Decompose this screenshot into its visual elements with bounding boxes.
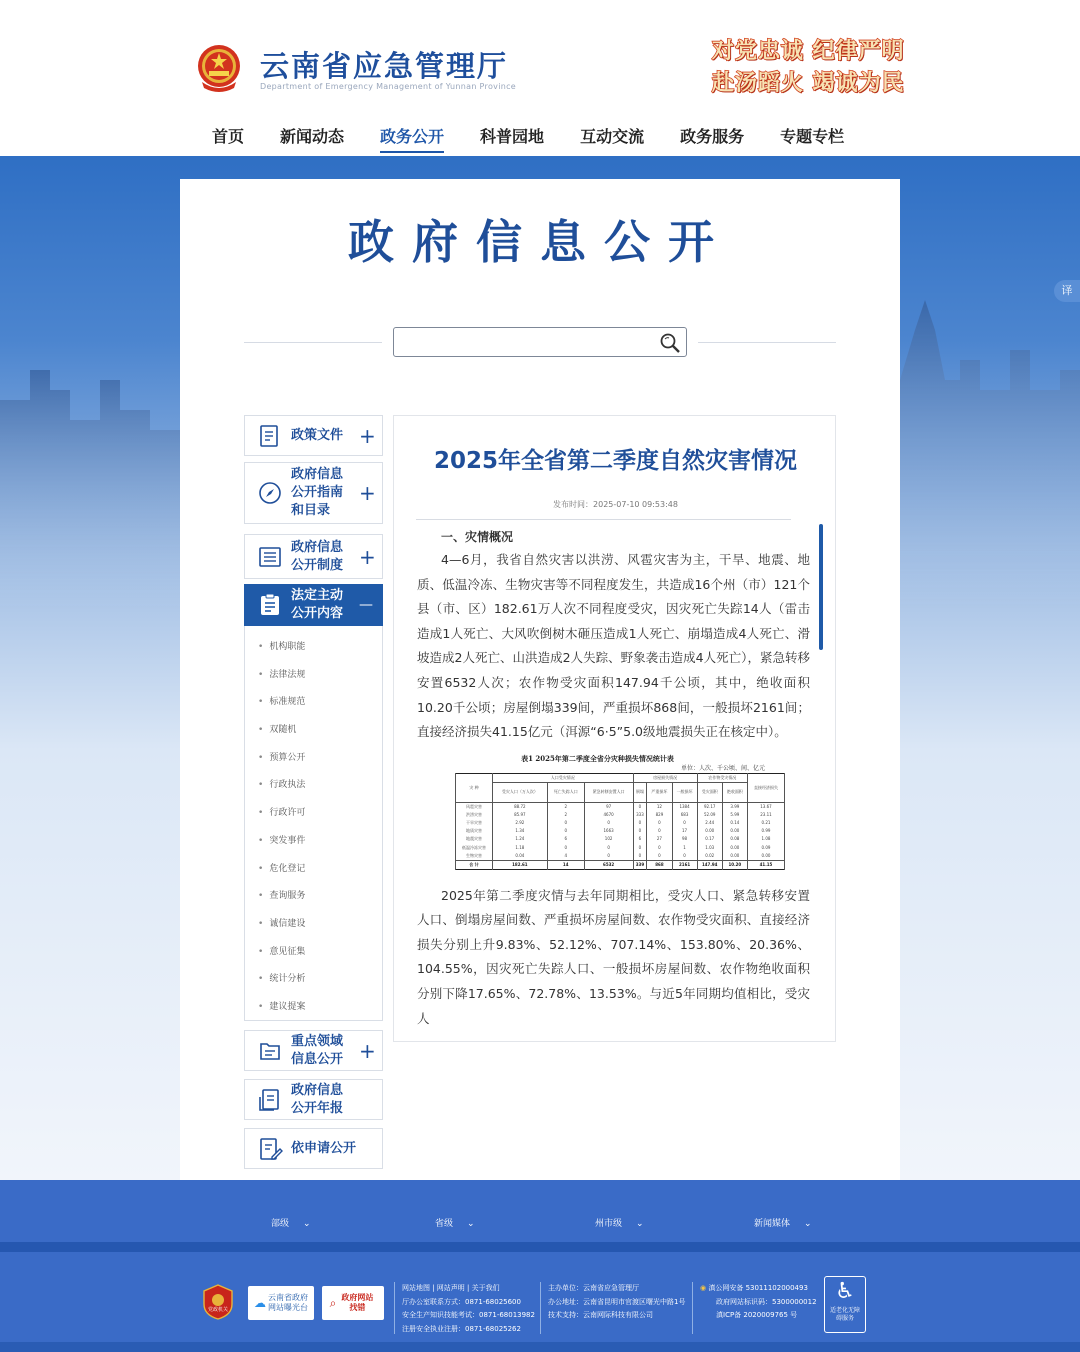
footer-link-label: 新闻媒体 — [754, 1219, 791, 1229]
table-cell: 0.17 — [697, 835, 722, 843]
table-cell: 182.61 — [492, 860, 547, 869]
footer-col-org — [548, 1282, 685, 1323]
footer-separator — [540, 1282, 541, 1334]
sidebar-label-system: 政府信息公开制度 — [291, 539, 344, 573]
sub-item-statistics[interactable]: • 统计分析 — [245, 966, 382, 994]
search-divider-left — [244, 342, 382, 343]
table-cell: 0 — [584, 819, 633, 827]
table-cell: 147.94 — [697, 860, 722, 869]
statistics-table-figure — [417, 753, 810, 870]
table-cell: 0 — [547, 827, 584, 835]
table-cell: 5.99 — [722, 811, 747, 819]
chevron-down-icon: ⌄ — [467, 1219, 475, 1229]
table-body — [456, 802, 785, 869]
expand-icon[interactable]: + — [359, 1038, 376, 1063]
table-header: 一般损坏 — [672, 782, 697, 802]
table-cell: 0 — [647, 819, 672, 827]
exposure-platform-label: 云南省政府网站曝光台 — [268, 1293, 308, 1312]
table-cell: 地震灾害 — [456, 835, 493, 843]
table-cell: 102 — [584, 835, 633, 843]
table-cell: 0.02 — [697, 852, 722, 861]
site-subtitle: Department of Emergency Management of Yunnan Province — [260, 82, 517, 91]
sub-item-emergencies[interactable]: • 突发事件 — [245, 828, 382, 856]
table-cell: 0 — [547, 844, 584, 852]
police-record-label: 滇公网安备 53011102000493 — [708, 1284, 808, 1292]
table-cell: 地质灾害 — [456, 827, 493, 835]
footer-link-label: 省级 — [435, 1219, 454, 1229]
table-cell: 0.99 — [747, 827, 784, 835]
footer-site-code: 政府网站标识码：5300000012 — [716, 1297, 817, 1306]
sidebar-item-annual-report[interactable] — [244, 1079, 383, 1120]
sub-item-opinions[interactable]: • 意见征集 — [245, 939, 382, 967]
table-header: 紧急转移安置人口 — [584, 782, 633, 802]
table-cell: 干旱灾害 — [456, 819, 493, 827]
table-cell: 0.00 — [722, 827, 747, 835]
table-cell: 2 — [547, 802, 584, 811]
translate-icon[interactable]: 译 — [1054, 280, 1080, 302]
table-cell: 333 — [633, 811, 647, 819]
table-cell: 0.00 — [722, 852, 747, 861]
table-cell: 3.99 — [722, 802, 747, 811]
footer-separator — [692, 1282, 693, 1334]
table-cell: 合 计 — [456, 860, 493, 869]
table-cell: 6 — [547, 835, 584, 843]
footer-link-label: 州市级 — [595, 1219, 623, 1229]
table-cell: 12 — [647, 802, 672, 811]
table-row — [456, 835, 785, 843]
report-icon — [257, 1087, 283, 1113]
table-cell: 23.11 — [747, 811, 784, 819]
table-cell: 洪涝灾害 — [456, 811, 493, 819]
table-cell: 0 — [633, 852, 647, 861]
table-cell: 683 — [672, 811, 697, 819]
national-emblem-icon — [194, 42, 244, 94]
nav-interaction[interactable]: 互动交流 — [580, 127, 645, 146]
sidebar-item-statutory-content[interactable] — [244, 584, 383, 626]
table-caption: 表1 2025年第二季度全省分灾种损失情况统计表 — [521, 753, 674, 763]
table-cell: 98 — [672, 835, 697, 843]
article-scrollbar[interactable] — [819, 524, 823, 650]
article-title: 2025年全省第二季度自然灾害情况 — [433, 448, 797, 474]
table-cell: 1384 — [672, 802, 697, 811]
footer-divider-stripe — [0, 1242, 1080, 1252]
sidebar-sub-list — [244, 626, 383, 1021]
table-row — [456, 802, 785, 811]
table-group-header: 房屋损失情况 — [633, 773, 697, 782]
table-cell: 27 — [647, 835, 672, 843]
expand-icon[interactable]: + — [359, 423, 376, 448]
table-row — [456, 819, 785, 827]
table-cell: 0.04 — [492, 852, 547, 861]
footer-nav-links[interactable]: 网站地图 | 网站声明 | 关于我们 — [402, 1284, 500, 1292]
table-cell: 829 — [647, 811, 672, 819]
search-input[interactable] — [400, 332, 650, 352]
footer-link-city[interactable] — [595, 1216, 644, 1229]
chevron-down-icon: ⌄ — [303, 1219, 311, 1229]
table-cell: 2161 — [672, 860, 697, 869]
search-icon[interactable] — [658, 331, 682, 355]
footer-col-records — [700, 1282, 817, 1323]
slogan-line-1: 对党忠诚 纪律严明 — [712, 38, 905, 64]
table-header: 直接经济损失 — [747, 773, 784, 802]
nav-special[interactable]: 专题专栏 — [780, 127, 845, 146]
footer-registry-phone: 注册安全执业注册：0871-68025262 — [402, 1324, 521, 1333]
party-gov-label: 党政机关 — [207, 1307, 228, 1313]
table-cell: 0 — [633, 819, 647, 827]
footer-address: 办公地址：云南省昆明市官渡区曙光中路1号 — [548, 1297, 686, 1306]
table-header: 绝收面积 — [722, 782, 747, 802]
article-paragraph-1: 4—6月，我省自然灾害以洪涝、风雹灾害为主，干旱、地震、地质、低温冷冻、生物灾害等不同程度发生，共造成16个州（市）121个县（市、区）182.61万人次不同程度受灾，因灾死亡失踪14人（雷击造成1人死亡、大风吹倒树木砸压造成1人死亡、崩塌造成4人死亡、滑坡造成2人死亡、山洪造成2人失踪、野象袭击造成4人死亡），紧急转移安置6532人次；农作物受灾面积147.94千公顷，其中，绝收面积10.20千公顷；房屋倒塌339间，严重损坏868间，一般损坏2161间；直接经济损失41.15亿元（洱源“6·5”5.0级地震损失正在核定中）。 — [417, 552, 810, 740]
table-total-row — [456, 860, 785, 869]
table-cell: 97 — [584, 802, 633, 811]
footer-link-province[interactable] — [435, 1216, 475, 1229]
table-cell: 0.00 — [697, 827, 722, 835]
statistics-table — [455, 773, 785, 870]
table-row — [456, 852, 785, 861]
sidebar-label-annual: 政府信息公开年报 — [291, 1082, 344, 1116]
table-cell: 1.18 — [492, 844, 547, 852]
table-row — [456, 811, 785, 819]
document-icon — [257, 423, 283, 449]
list-icon — [257, 544, 283, 570]
sub-item-credit[interactable]: • 诚信建设 — [245, 911, 382, 939]
table-cell: 0 — [647, 827, 672, 835]
table-cell: 1 — [672, 844, 697, 852]
table-cell: 2 — [547, 811, 584, 819]
nav-home[interactable]: 首页 — [212, 127, 245, 146]
exposure-platform-badge[interactable] — [248, 1286, 314, 1320]
sub-item-org-functions[interactable]: • 机构职能 — [245, 634, 382, 662]
table-cell: 0 — [633, 827, 647, 835]
sidebar-item-policy-docs[interactable] — [244, 415, 383, 456]
sub-item-laws[interactable]: • 法律法规 — [245, 662, 382, 690]
footer-col-links — [402, 1282, 535, 1336]
folder-doc-icon — [257, 1038, 283, 1064]
table-cell: 0 — [584, 844, 633, 852]
table-cell: 2.92 — [492, 819, 547, 827]
footer-office-phone: 厅办公室联系方式：0871-68025600 — [402, 1297, 521, 1306]
table-cell: 0 — [672, 852, 697, 861]
table-group-header: 人口受灾情况 — [492, 773, 633, 782]
table-cell: 1.34 — [492, 827, 547, 835]
table-cell: 88.72 — [492, 802, 547, 811]
sub-item-proposals[interactable]: • 建议提案 — [245, 994, 382, 1022]
footer-link-label: 部级 — [271, 1219, 290, 1229]
table-cell: 0 — [633, 802, 647, 811]
table-cell: 4670 — [584, 811, 633, 819]
magnifier-icon: ⌕ — [329, 1296, 337, 1310]
table-cell: 17 — [672, 827, 697, 835]
sub-item-law-enforcement[interactable]: • 行政执法 — [245, 772, 382, 800]
table-cell: 1.24 — [492, 835, 547, 843]
sidebar-item-disclosure-system[interactable] — [244, 534, 383, 579]
section-heading: 一、灾情概况 — [441, 530, 514, 544]
table-cell: 0 — [584, 852, 633, 861]
footer-icp[interactable]: 滇ICP备 2020009765 号 — [716, 1311, 798, 1319]
table-cell: 2.44 — [697, 819, 722, 827]
table-row — [456, 844, 785, 852]
sidebar-label-policy: 政策文件 — [291, 427, 344, 443]
chevron-down-icon: ⌄ — [804, 1219, 812, 1229]
collapse-icon[interactable]: — — [359, 597, 373, 613]
table-cell: 6532 — [584, 860, 633, 869]
footer-link-ministry[interactable] — [271, 1216, 311, 1229]
table-cell: 868 — [647, 860, 672, 869]
slogan-line-2: 赴汤蹈火 竭诚为民 — [712, 70, 905, 96]
police-badge-icon: ◉ — [700, 1284, 707, 1292]
footer-police-record[interactable] — [700, 1282, 817, 1296]
edit-document-icon — [257, 1136, 283, 1162]
table-cell: 0 — [647, 852, 672, 861]
sidebar-item-disclosure-guide[interactable] — [244, 462, 383, 524]
sidebar-label-key-areas: 重点领域信息公开 — [291, 1033, 344, 1067]
table-header: 灾 种 — [456, 773, 493, 802]
site-header — [0, 0, 1080, 156]
nav-services[interactable]: 政务服务 — [680, 127, 745, 146]
table-cell: 0.08 — [722, 835, 747, 843]
sidebar-label-apply: 依申请公开 — [291, 1140, 357, 1156]
wheelchair-icon: ♿ — [835, 1279, 855, 1304]
table-cell: 52.09 — [697, 811, 722, 819]
footer-exam-phone: 安全生产知识技能考试：0871-68013982 — [402, 1311, 535, 1319]
article-body — [417, 526, 810, 1031]
table-cell: 0 — [672, 819, 697, 827]
page-title: 政府信息公开 — [348, 215, 732, 269]
search-box — [393, 327, 687, 357]
table-cell: 低温冷冻灾害 — [456, 844, 493, 852]
website-error-label: 政府网站找错 — [341, 1293, 374, 1312]
sidebar-label-statutory: 法定主动公开内容 — [291, 588, 344, 621]
table-cell: 1.03 — [697, 844, 722, 852]
table-cell: 0.21 — [747, 819, 784, 827]
party-gov-icon — [202, 1284, 234, 1320]
sub-item-double-random[interactable]: • 双随机 — [245, 717, 382, 745]
sub-item-standards[interactable]: • 标准规范 — [245, 689, 382, 717]
table-cell: 0.00 — [747, 852, 784, 861]
footer-links-band — [0, 1180, 1080, 1242]
table-cell: 14 — [547, 860, 584, 869]
slogan — [712, 35, 905, 99]
elderly-accessibility-button[interactable] — [824, 1276, 866, 1333]
table-cell: 13.67 — [747, 802, 784, 811]
clipboard-icon — [257, 592, 283, 618]
bottom-stripe — [0, 1342, 1080, 1352]
nav-gov-affairs-public[interactable]: 政务公开 — [380, 124, 444, 153]
footer-separator — [394, 1282, 395, 1334]
expand-icon[interactable]: + — [359, 544, 376, 569]
table-cell: 92.17 — [697, 802, 722, 811]
publish-time: 发布时间：2025-07-10 09:53:48 — [553, 500, 678, 509]
website-error-badge[interactable] — [322, 1286, 384, 1320]
table-header: 死亡失踪人口 — [547, 782, 584, 802]
footer-host: 主办单位：云南省应急管理厅 — [548, 1284, 639, 1292]
table-header: 受灾人口（万人次） — [492, 782, 547, 802]
table-group-header: 农作物受灾情况 — [697, 773, 747, 782]
table-cell: 41.15 — [747, 860, 784, 869]
article-card — [393, 415, 836, 1042]
table-cell: 0 — [547, 819, 584, 827]
table-cell: 0 — [647, 844, 672, 852]
table-cell: 6 — [633, 835, 647, 843]
sidebar-item-apply[interactable] — [244, 1128, 383, 1169]
site-footer — [0, 1252, 1080, 1352]
table-cell: 85.97 — [492, 811, 547, 819]
compass-icon — [257, 480, 283, 506]
nav-science[interactable]: 科普园地 — [480, 127, 545, 146]
sub-item-budget[interactable]: • 预算公开 — [245, 745, 382, 773]
footer-tech-support: 技术支持：云南网际科技有限公司 — [548, 1311, 653, 1319]
table-cell: 生物灾害 — [456, 852, 493, 861]
nav-news[interactable]: 新闻动态 — [280, 127, 345, 146]
sidebar-label-guide: 政府信息公开指南和目录 — [291, 467, 344, 518]
sidebar-item-key-areas[interactable] — [244, 1030, 383, 1071]
footer-link-media[interactable] — [754, 1216, 812, 1229]
expand-icon[interactable]: + — [359, 481, 376, 505]
table-cell: 10.20 — [722, 860, 747, 869]
accessibility-label: 适老化无障碍服务 — [829, 1307, 860, 1322]
cloud-icon: ☁ — [254, 1296, 266, 1310]
table-cell: 0.00 — [722, 844, 747, 852]
table-cell: 339 — [633, 860, 647, 869]
table-header: 严重损坏 — [647, 782, 672, 802]
site-title[interactable]: 云南省应急管理厅 — [260, 49, 509, 83]
table-unit: 单位：人次、千公顷、间、亿元 — [680, 764, 765, 772]
article-paragraph-2: 2025年第二季度灾情与去年同期相比，受灾人口、紧急转移安置人口、倒塌房屋间数、严重损坏房屋间数、农作物受灾面积、直接经济损失分别上升9.83%、52.12%、707.14%、153.80%、20.36%、104.55%，因灾死亡失踪人口、一般损坏房屋间数、农作物绝收面积分别下降17.65%、72.78%、13.53%。与近5年同期均值相比，受灾人 — [417, 887, 810, 1026]
table-cell: 0.14 — [722, 819, 747, 827]
table-header: 倒塌 — [633, 782, 647, 802]
sub-item-licensing[interactable]: • 行政许可 — [245, 800, 382, 828]
article-divider — [416, 519, 791, 520]
table-cell: 0.09 — [747, 844, 784, 852]
table-cell: 1663 — [584, 827, 633, 835]
sub-item-hazchem[interactable]: • 危化登记 — [245, 856, 382, 884]
table-cell: 1.08 — [747, 835, 784, 843]
table-cell: 4 — [547, 852, 584, 861]
sub-item-query[interactable]: • 查询服务 — [245, 883, 382, 911]
table-header: 受灾面积 — [697, 782, 722, 802]
chevron-down-icon: ⌄ — [636, 1219, 644, 1229]
party-gov-badge[interactable] — [202, 1284, 234, 1320]
search-divider-right — [698, 342, 836, 343]
table-cell: 风雹灾害 — [456, 802, 493, 811]
table-row — [456, 827, 785, 835]
table-cell: 0 — [633, 844, 647, 852]
main-nav — [212, 124, 880, 153]
